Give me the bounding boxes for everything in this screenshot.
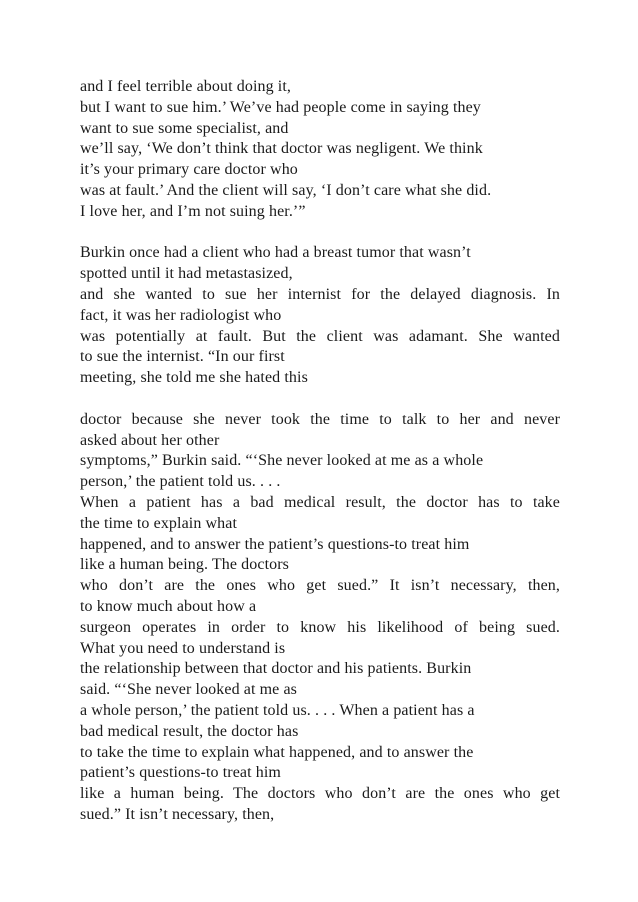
text-line: happened, and to answer the patient’s questions-to treat him [80, 535, 470, 553]
text-line: Burkin once had a client who had a breast tumor that wasn’t [80, 244, 471, 262]
text-line: I love her, and I’m not suing her.’” [80, 202, 306, 220]
text-line: surgeon operates in order to know his likelihood of being sued. [80, 618, 560, 636]
text-line: bad medical result, the doctor has [80, 722, 299, 740]
text-line: doctor because she never took the time to talk to her and never [80, 410, 560, 428]
text-line: we’ll say, ‘We don’t think that doctor was negligent. We think [80, 140, 483, 158]
text-line: and she wanted to sue her internist for the delayed diagnosis. In [80, 285, 560, 303]
document-body [80, 77, 560, 826]
paragraph [80, 77, 560, 223]
text-line: said. “‘She never looked at me as [80, 681, 298, 699]
text-line: meeting, she told me she hated this [80, 369, 308, 387]
paragraph [80, 410, 560, 826]
text-line: the relationship between that doctor and his patients. Burkin [80, 660, 472, 678]
text-line: the time to explain what [80, 514, 238, 532]
text-line: was at fault.’ And the client will say, ‘I don’t care what she did. [80, 181, 492, 199]
text-line: When a patient has a bad medical result, the doctor has to take [80, 493, 560, 511]
text-line: was potentially at fault. But the client was adamant. She wanted [80, 327, 560, 345]
paragraph-gap [80, 223, 560, 244]
paragraph-gap [80, 389, 560, 410]
text-line: sued.” It isn’t necessary, then, [80, 805, 275, 823]
text-line: but I want to sue him.’ We’ve had people come in saying they [80, 98, 481, 116]
text-line: What you need to understand is [80, 639, 286, 657]
paragraph [80, 243, 560, 389]
text-line: like a human being. The doctors who don’t are the ones who get [80, 785, 560, 803]
text-line: spotted until it had metastasized, [80, 265, 293, 283]
text-line: like a human being. The doctors [80, 556, 289, 574]
text-line: to sue the internist. “In our first [80, 348, 285, 366]
text-line: to know much about how a [80, 597, 257, 615]
text-line: to take the time to explain what happened, and to answer the [80, 743, 474, 761]
text-line: who don’t are the ones who get sued.” It isn’t necessary, then, [80, 577, 560, 595]
text-line: person,’ the patient told us. . . . [80, 473, 281, 491]
text-line: want to sue some specialist, and [80, 119, 289, 137]
text-line: patient’s questions-to treat him [80, 764, 281, 782]
text-line: symptoms,” Burkin said. “‘She never looked at me as a whole [80, 452, 484, 470]
text-line: it’s your primary care doctor who [80, 161, 298, 179]
text-line: and I feel terrible about doing it, [80, 78, 291, 95]
text-line: asked about her other [80, 431, 220, 449]
text-line: fact, it was her radiologist who [80, 306, 282, 324]
text-line: a whole person,’ the patient told us. . . . When a patient has a [80, 701, 475, 719]
